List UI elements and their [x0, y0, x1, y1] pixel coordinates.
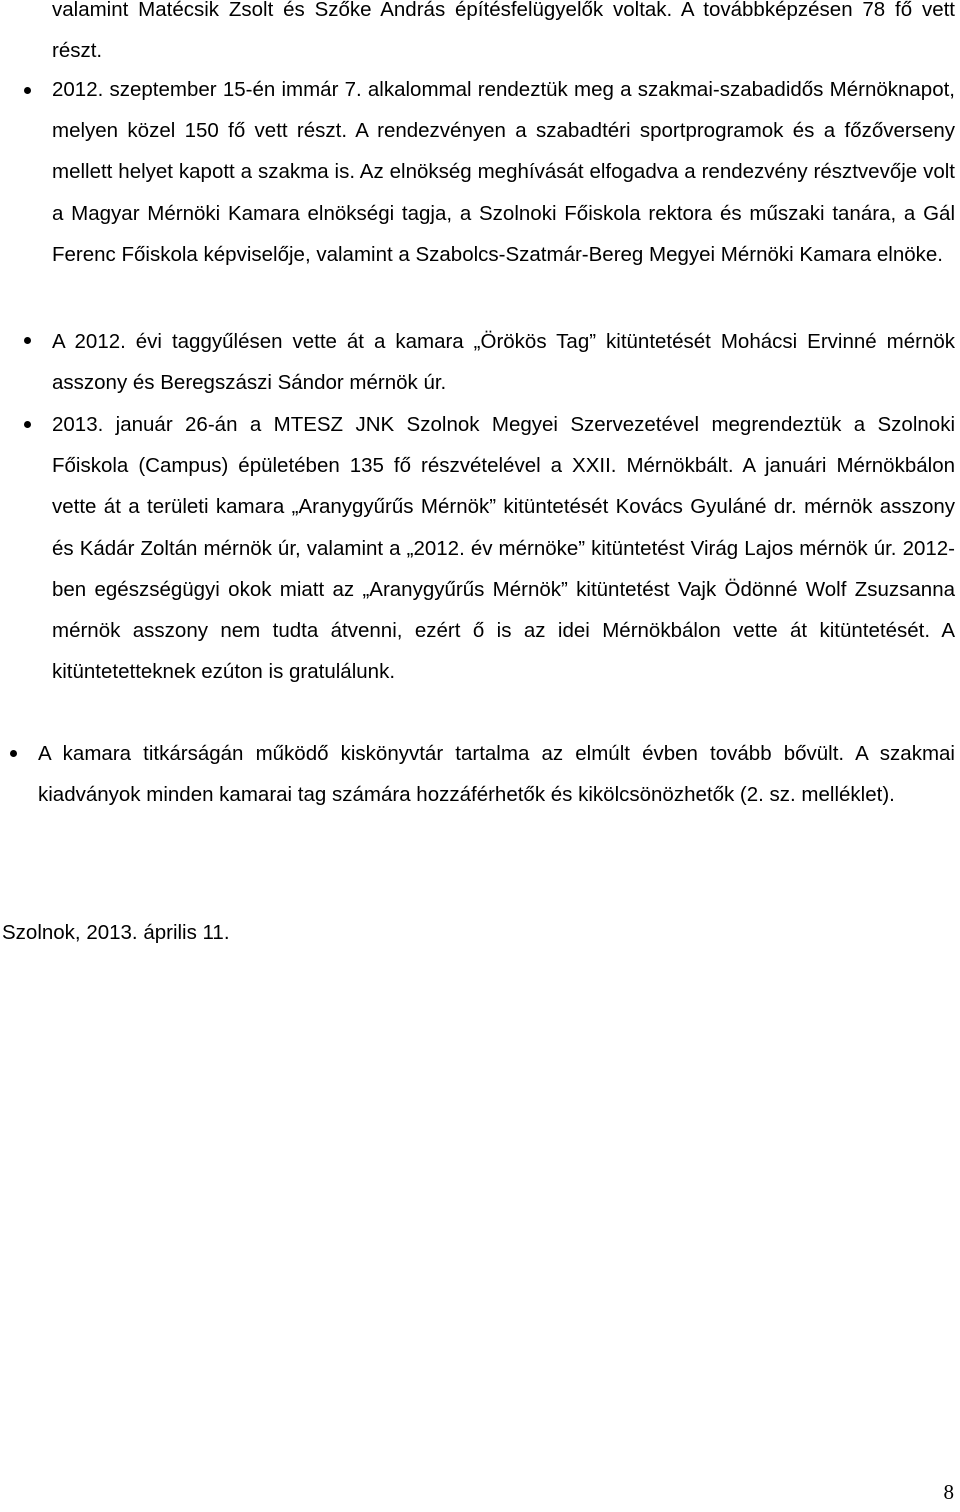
paragraph-continuation: valamint Matécsik Zsolt és Szőke András építésfelügyelők voltak. A továbbképzésen 78 fő vett részt.: [52, 0, 955, 63]
signature-place-date: Szolnok, 2013. április 11.: [2, 921, 230, 944]
bullet-icon: [24, 421, 31, 428]
paragraph-taggyules: A 2012. évi taggyűlésen vette át a kamara „Örökös Tag” kitüntetését Mohácsi Ervinné mérnök asszony és Beregszászi Sándor mérnök úr.: [52, 330, 955, 395]
paragraph-konyvtar: A kamara titkárságán működő kiskönyvtár tartalma az elmúlt évben tovább bővült. A szakmai kiadványok minden kamarai tag számára hozzáférhetők és kikölcsönözhetők (2. sz. melléklet).: [38, 742, 955, 807]
bullet-icon: [24, 337, 31, 344]
paragraph-mernokbal: 2013. január 26-án a MTESZ JNK Szolnok Megyei Szervezetével megrendeztük a Szolnoki Főiskola (Campus) épületében 135 fő részvételével a XXII. Mérnökbált. A januári Mérnökbálon vette át a területi kamara „Aranygyűrűs Mérnök” kitüntetését Kovács Gyuláné dr. mérnök asszony és Kádár Zoltán mérnök úr, valamint a „2012. év mérnöke” kitüntetést Virág Lajos mérnök úr. 2012-ben egészségügyi okok miatt az „Aranygyűrűs Mérnök” kitüntetést Vajk Ödönné Wolf Zsuzsanna mérnök asszony nem tudta átvenni, ezért ő is az idei Mérnökbálon vette át kitüntetését. A kitüntetetteknek ezúton is gratulálunk.: [52, 413, 955, 684]
page-number: 8: [943, 1480, 954, 1504]
bullet-icon: [10, 750, 17, 757]
paragraph-mernoknap: 2012. szeptember 15-én immár 7. alkalommal rendeztük meg a szakmai-szabadidős Mérnöknapot, melyen közel 150 fő vett részt. A rendezvényen a szabadtéri sportprogramok és a főzőverseny mellett helyet kapott a szakma is. Az elnökség meghívását elfogadva a rendezvény résztvevője volt a Magyar Mérnöki Kamara elnökségi tagja, a Szolnoki Főiskola rektora és műszaki tanára, a Gál Ferenc Főiskola képviselője, valamint a Szabolcs-Szatmár-Bereg Megyei Mérnöki Kamara elnöke.: [52, 78, 955, 266]
bullet-icon: [24, 87, 31, 94]
